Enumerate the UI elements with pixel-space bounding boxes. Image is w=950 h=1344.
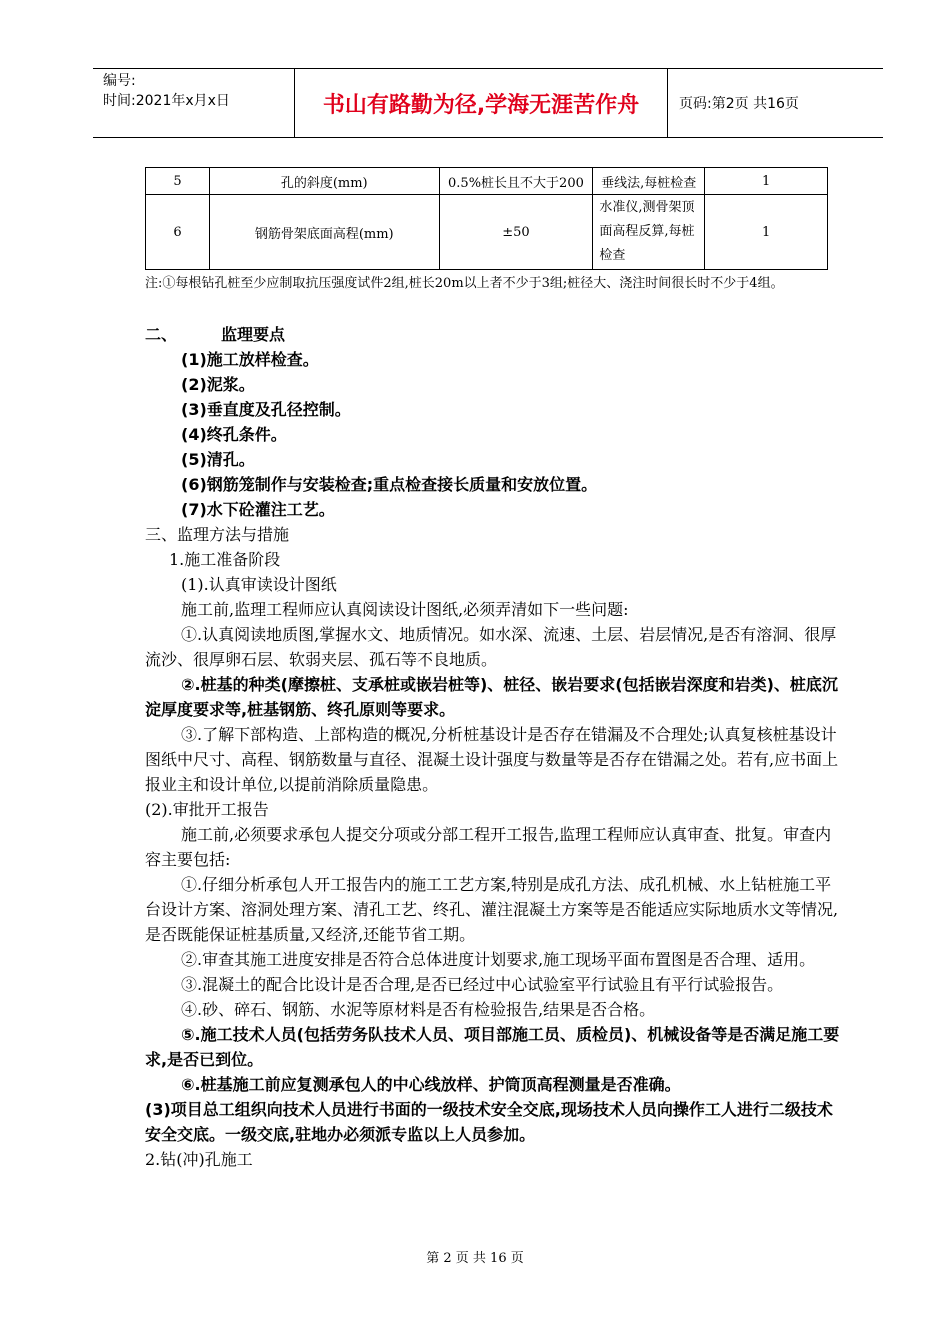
table-cell-no: 5: [146, 168, 210, 195]
section-number: 二、: [145, 325, 178, 344]
paragraph: ①.仔细分析承包人开工报告内的施工工艺方案,特别是成孔方法、成孔机械、水上钻桩施工平台设计方案、溶洞处理方案、清孔工艺、终孔、灌注混凝土方案等是否能适应实际地质水文等情况,是否既能保证桩基质量,又经济,还能节省工期。: [145, 875, 839, 944]
paragraph: ⑤.施工技术人员(包括劳务队技术人员、项目部施工员、质检员)、机械设备等是否满足施工要求,是否已到位。: [145, 1025, 840, 1069]
table-note: 注:①每根钻孔桩至少应制取抗压强度试件2组,桩长20m以上者不少于3组;桩径大、浇注时间很长时不少于4组。: [145, 276, 784, 291]
paragraph: ⑥.桩基施工前应复测承包人的中心线放样、护筒顶高程测量是否准确。: [181, 1075, 681, 1094]
paragraph: ④.砂、碎石、钢筋、水泥等原材料是否有检验报告,结果是否合格。: [181, 1000, 656, 1019]
paragraph: 施工前,必须要求承包人提交分项或分部工程开工报告,监理工程师应认真审查、批复。审查内容主要包括:: [145, 825, 832, 869]
paragraph: ③.混凝土的配合比设计是否合理,是否已经过中心试验室平行试验且有平行试验报告。: [181, 975, 784, 994]
subsection-heading: 1.施工准备阶段: [169, 550, 281, 569]
table-row: [146, 168, 828, 195]
table-row: [146, 195, 828, 270]
subsection-heading: 2.钻(冲)孔施工: [145, 1150, 253, 1169]
list-item: (2)泥浆。: [181, 375, 255, 394]
paragraph: ①.认真阅读地质图,掌握水文、地质情况。如水深、流速、土层、岩层情况,是否有溶洞、很厚流沙、很厚卵石层、软弱夹层、孤石等不良地质。: [145, 625, 837, 669]
section-heading: 三、监理方法与措施: [145, 525, 290, 544]
table-cell-item: 孔的斜度(mm): [209, 168, 439, 195]
header-page-label: 页码:第2页 共16页: [679, 96, 799, 112]
doc-code-label: 编号:: [103, 73, 136, 89]
paragraph: ②.审查其施工进度安排是否符合总体进度计划要求,施工现场平面布置图是否合理、适用。: [181, 950, 816, 969]
subsection-heading: (1).认真审读设计图纸: [181, 575, 337, 594]
list-item: (4)终孔条件。: [181, 425, 287, 444]
header-left: [103, 71, 230, 111]
list-item: (6)钢筋笼制作与安装检查;重点检查接长质量和安放位置。: [181, 475, 598, 494]
table-cell-value: 0.5%桩长且不大于200: [439, 168, 593, 195]
list-item: (3)垂直度及孔径控制。: [181, 400, 351, 419]
header-motto: 书山有路勤为径,学海无涯苦作舟: [322, 92, 640, 118]
paragraph: ③.了解下部构造、上部构造的概况,分析桩基设计是否存在错漏及不合理处;认真复核桩基设计图纸中尺寸、高程、钢筋数量与直径、混凝土设计强度与数量等是否存在错漏之处。若有,应书面上报业主和设计单位,以提前消除质量隐患。: [145, 725, 839, 794]
section-heading: [145, 322, 840, 347]
table-cell-value: ±50: [439, 195, 593, 270]
subsection-heading: (2).审批开工报告: [145, 800, 269, 819]
page-footer: 第 2 页 共 16 页: [426, 1251, 524, 1266]
table-cell-weight: 1: [705, 195, 828, 270]
table-cell-method: 水准仪,测骨架顶面高程反算,每桩检查: [593, 195, 705, 270]
inspection-table: [145, 167, 828, 270]
list-item: (7)水下砼灌注工艺。: [181, 500, 335, 519]
section-title: 监理要点: [221, 325, 286, 344]
list-item: (1)施工放样检查。: [181, 350, 319, 369]
paragraph: (3)项目总工组织向技术人员进行书面的一级技术安全交底,现场技术人员向操作工人进行二级技术安全交底。一级交底,驻地办必须派专监以上人员参加。: [145, 1100, 833, 1144]
doc-time-label: 时间:2021年x月x日: [103, 93, 230, 109]
table-cell-item: 钢筋骨架底面高程(mm): [209, 195, 439, 270]
document-body: [145, 322, 840, 1172]
table-cell-weight: 1: [705, 168, 828, 195]
table-cell-no: 6: [146, 195, 210, 270]
header-divider: [667, 69, 668, 137]
paragraph: ②.桩基的种类(摩擦桩、支承桩或嵌岩桩等)、桩径、嵌岩要求(包括嵌岩深度和岩类)、桩底沉淀厚度要求等,桩基钢筋、终孔原则等要求。: [145, 675, 838, 719]
list-item: (5)清孔。: [181, 450, 255, 469]
page-header: [93, 68, 883, 138]
table-cell-method: 垂线法,每桩检查: [593, 168, 705, 195]
paragraph: 施工前,监理工程师应认真阅读设计图纸,必须弄清如下一些问题:: [181, 600, 629, 619]
